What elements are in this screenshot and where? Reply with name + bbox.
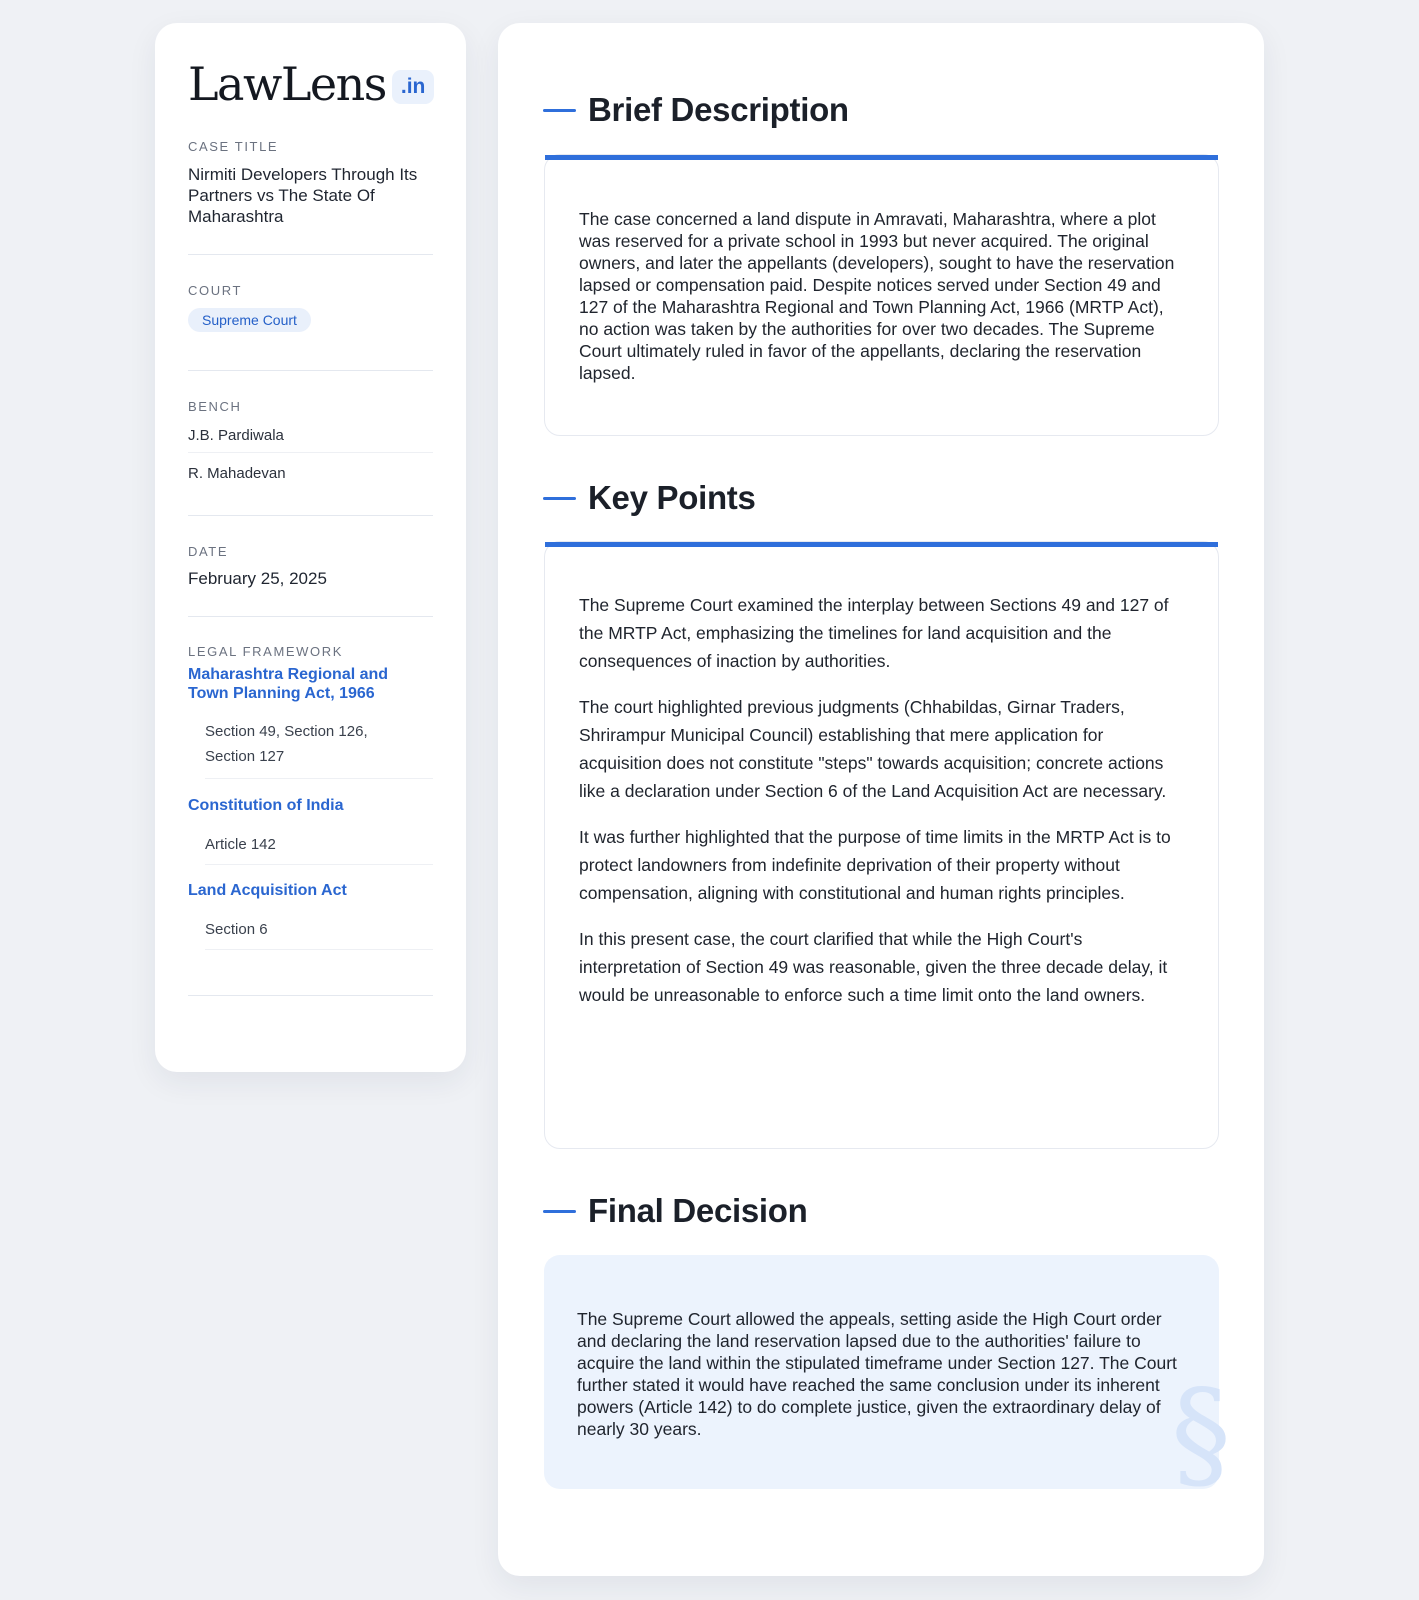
bench-judge: R. Mahadevan — [188, 465, 286, 482]
court-section — [188, 255, 433, 371]
key-point-item: The court highlighted previous judgments (Chhabildas, Girnar Traders, Shrirampur Municipal Council) establishing that mere application for acquisition does not constitute "steps" towards acquisition; concrete actions like a declaration under Section 6 of the Land Acquisition Act are necessary. — [579, 697, 1167, 801]
date-section — [188, 516, 433, 617]
final-decision-text: The Supreme Court allowed the appeals, setting aside the High Court order and declaring the land reservation lapsed due to the authorities' failure to acquire the land within the stipulated timeframe under Section 127. The Court further stated it would have reached the same conclusion under its inherent powers (Article 142) to do complete justice, given the extraordinary delay of nearly 30 years. — [577, 1309, 1177, 1439]
brand-logo[interactable] — [188, 57, 433, 111]
case-summary-panel — [498, 23, 1264, 1576]
act-link-mrtp[interactable]: Maharashtra Regional and Town Planning Act, 1966 — [188, 666, 389, 702]
date-label: DATE — [188, 544, 229, 559]
key-points-heading — [543, 479, 756, 517]
case-title-section — [188, 139, 433, 255]
brief-description-heading — [543, 91, 849, 129]
legal-framework-section — [188, 617, 433, 996]
key-point-item: The Supreme Court examined the interplay between Sections 49 and 127 of the MRTP Act, emphasizing the timelines for land acquisition and the consequences of inaction by authorities. — [579, 595, 1169, 671]
final-decision-heading — [543, 1192, 808, 1230]
heading-accent-bar — [543, 1210, 576, 1213]
key-point-item: It was further highlighted that the purpose of time limits in the MRTP Act is to protect landowners from indefinite deprivation of their property without compensation, aligning with constitutional and human rights principles. — [579, 827, 1171, 903]
final-decision-title: Final Decision — [588, 1192, 808, 1229]
section-sign-icon: § — [1171, 1365, 1231, 1504]
act-sections-constitution: Article 142 — [205, 832, 433, 865]
key-points-title: Key Points — [588, 479, 756, 516]
case-sidebar — [155, 23, 466, 1072]
court-badge: Supreme Court — [188, 308, 311, 332]
key-points-card — [544, 541, 1219, 1149]
final-decision-card — [544, 1255, 1231, 1504]
judgment-date: February 25, 2025 — [188, 569, 327, 588]
bench-section — [188, 371, 433, 516]
act-link-constitution[interactable]: Constitution of India — [188, 797, 344, 814]
brief-description-title: Brief Description — [588, 91, 849, 128]
case-title-label: CASE TITLE — [188, 139, 279, 154]
act-link-land-acquisition[interactable]: Land Acquisition Act — [188, 882, 347, 899]
act-sections-mrtp: Section 49, Section 126, Section 127 — [205, 723, 368, 765]
act-sections-land-acquisition: Section 6 — [205, 917, 433, 950]
case-title: Nirmiti Developers Through Its Partners vs The State Of Maharashtra — [188, 165, 418, 226]
key-points-list — [545, 542, 1218, 1009]
brand-tld-badge: .in — [392, 70, 435, 104]
brief-description-text: The case concerned a land dispute in Amravati, Maharashtra, where a plot was reserved for a private school in 1993 but never acquired. The original owners, and later the appellants (developers), sought to have the reservation lapsed or compensation paid. Despite notices served under Section 49 and 127 of the Maharashtra Regional and Town Planning Act, 1966 (MRTP Act), no action was taken by the authorities for over two decades. The Supreme Court ultimately ruled in favor of the appellants, declaring the reservation lapsed. — [579, 209, 1175, 383]
bench-label: BENCH — [188, 399, 242, 414]
heading-accent-bar — [543, 109, 576, 112]
act-divider — [205, 778, 433, 779]
brand-name: LawLens — [188, 57, 386, 111]
bench-judge: J.B. Pardiwala — [188, 424, 433, 453]
heading-accent-bar — [543, 497, 576, 500]
court-label: COURT — [188, 283, 242, 298]
key-point-item: In this present case, the court clarified that while the High Court's interpretation of Section 49 was reasonable, given the three decade delay, it would be unreasonable to enforce such a time limit onto the land owners. — [579, 929, 1168, 1005]
brief-description-card — [544, 154, 1219, 436]
legal-framework-label: LEGAL FRAMEWORK — [188, 644, 343, 659]
